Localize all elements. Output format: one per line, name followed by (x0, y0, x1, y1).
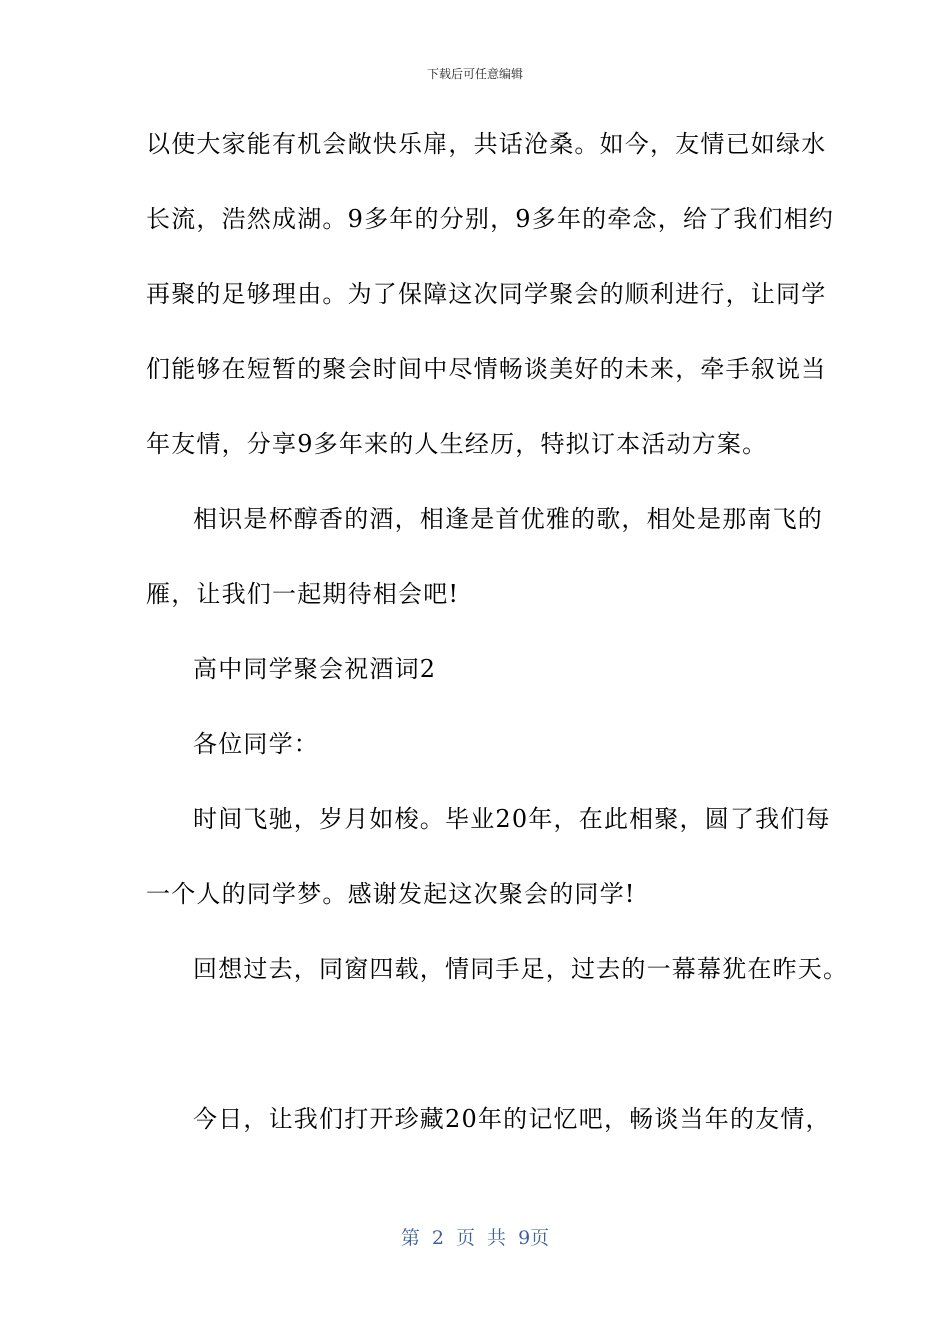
body-line: 们能够在短暂的聚会时间中尽情畅谈美好的未来，牵手叙说当 (146, 355, 827, 383)
body-line: 一个人的同学梦。感谢发起这次聚会的同学! (146, 880, 636, 908)
section-title: 高中同学聚会祝酒词2 (193, 655, 437, 683)
body-line: 时间飞驰，岁月如梭。毕业20年，在此相聚，圆了我们每 (193, 805, 831, 833)
body-line: 年友情，分享9多年来的人生经历，特拟订本活动方案。 (146, 430, 768, 458)
page-header: 下载后可任意编辑 (426, 67, 523, 81)
body-line: 回想过去，同窗四载，情同手足，过去的一幕幕犹在昨天。 (193, 955, 849, 983)
body-line: 今日，让我们打开珍藏20年的记忆吧，畅谈当年的友情， (193, 1105, 831, 1133)
body-line: 再聚的足够理由。为了保障这次同学聚会的顺利进行，让同学 (146, 280, 827, 308)
body-line: 雁，让我们一起期待相会吧! (146, 580, 460, 608)
body-line: 长流，浩然成湖。9多年的分别，9多年的牵念，给了我们相约 (146, 205, 835, 233)
body-line: 以使大家能有机会敞快乐扉，共话沧桑。如今，友情已如绿水 (146, 130, 827, 158)
page-number-footer: 第 2 页 共 9页 (400, 1227, 550, 1249)
body-line: 相识是杯醇香的酒，相逢是首优雅的歌，相处是那南飞的 (193, 505, 823, 533)
body-line: 各位同学： (193, 730, 319, 758)
